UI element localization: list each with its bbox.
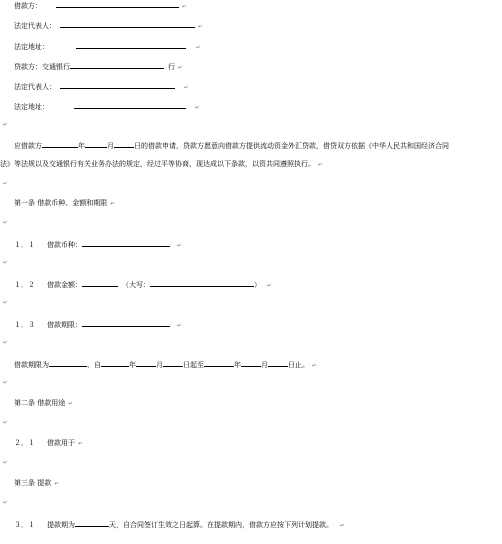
currency-blank[interactable] <box>82 239 170 247</box>
currency-line: １．１ 借款币种： ↵ <box>14 241 182 249</box>
lender-suffix: 行 <box>168 63 175 71</box>
article-1-title-text: 第一条 借款币种、金额和期限 <box>14 199 108 207</box>
legal-addr-blank[interactable] <box>76 41 186 49</box>
purpose-label: 借款用于 <box>47 439 75 447</box>
legal-rep-blank[interactable] <box>60 20 195 28</box>
term-blank[interactable] <box>82 319 170 327</box>
empty-paragraph: ↵ <box>3 500 8 506</box>
drawdown-days-blank[interactable] <box>75 519 109 527</box>
legal-addr-line: 法定地址： ↵ <box>14 43 201 51</box>
article-2-title: 第二条 借款用途 ↵ <box>14 399 73 407</box>
amount-daxie-label: （大写： <box>122 281 150 289</box>
end-month-blank[interactable] <box>241 359 261 367</box>
drawdown-text-2: 天，自合同签订生效之日起算。在提款期内，借款方应按下列计划提款。 <box>109 521 333 529</box>
legal-rep-line: 法定代表人： ↵ <box>14 22 203 30</box>
legal-rep2-line: 法定代表人： ↵ <box>14 83 189 91</box>
item-number: １．３ <box>14 321 35 329</box>
period-text-1: 借款期限为 <box>14 361 49 369</box>
end-year-blank[interactable] <box>204 359 234 367</box>
intro-line-2: 法》等法规以及交通银行有关业务办法的规定，经过平等协商，现达成以下条款，以资共同遵照执行。 ↵ <box>0 160 323 168</box>
intro-text-3: 月 <box>107 142 114 150</box>
legal-addr2-line: 法定地址： ↵ <box>14 103 200 111</box>
period-text-2: ，自 <box>87 361 101 369</box>
intro-text-2: 年 <box>78 142 85 150</box>
lender-branch-blank[interactable] <box>70 61 164 69</box>
intro-text-4: 日的借款申请，贷款方愿意向借款方提供流动资金外汇贷款，借贷双方依据《中华人民共和国经济合同 <box>134 142 449 150</box>
start-year-blank[interactable] <box>101 359 129 367</box>
period-text-3: 年 <box>129 361 136 369</box>
start-month-blank[interactable] <box>136 359 156 367</box>
drawdown-line: ３．１ 提款期为 天，自合同签订生效之日起算。在提款期内，借款方应按下列计划提款。 ↵ <box>14 521 345 529</box>
amount-line: １．２ 借款金额： （大写： ） ↵ <box>14 281 272 289</box>
currency-label: 借款币种： <box>47 241 82 249</box>
legal-addr2-blank[interactable] <box>74 101 186 109</box>
item-number: ２．１ <box>14 439 35 447</box>
drawdown-text-1: 提款期为 <box>47 521 75 529</box>
empty-paragraph: ↵ <box>3 340 8 346</box>
amount-close-paren: ） <box>254 281 261 289</box>
empty-paragraph: ↵ <box>3 380 8 386</box>
article-3-title-text: 第三条 提款 <box>14 479 52 487</box>
empty-paragraph: ↵ <box>3 420 8 426</box>
term-line: １．３ 借款期限： ↵ <box>14 321 182 329</box>
period-length-blank[interactable] <box>49 359 87 367</box>
period-text-5: 日起至 <box>183 361 204 369</box>
legal-rep-label: 法定代表人： <box>14 22 56 30</box>
period-text-7: 月 <box>261 361 268 369</box>
amount-daxie-blank[interactable] <box>150 279 254 287</box>
period-text-4: 月 <box>156 361 163 369</box>
period-text-8: 日止。 <box>288 361 309 369</box>
intro-line-1 <box>14 140 449 151</box>
legal-rep2-label: 法定代表人： <box>14 83 56 91</box>
legal-addr2-label: 法定地址： <box>14 103 49 111</box>
start-day-blank[interactable] <box>163 359 183 367</box>
apply-month-blank[interactable] <box>85 140 107 148</box>
period-text-6: 年 <box>234 361 241 369</box>
intro-text-1: 应借款方 <box>14 142 42 150</box>
apply-year-blank[interactable] <box>42 140 78 148</box>
article-3-title: 第三条 提款 ↵ <box>14 479 59 487</box>
term-label: 借款期限： <box>47 321 82 329</box>
amount-blank[interactable] <box>82 279 118 287</box>
amount-label: 借款金额： <box>47 281 82 289</box>
item-number: １．１ <box>14 241 35 249</box>
legal-rep2-blank[interactable] <box>60 81 175 89</box>
apply-day-blank[interactable] <box>114 140 134 148</box>
empty-paragraph: ↵ <box>3 122 8 128</box>
empty-paragraph: ↵ <box>3 460 8 466</box>
empty-paragraph: ↵ <box>3 260 8 266</box>
borrower-line: 借款方： ↵ <box>14 2 187 10</box>
borrower-label: 借款方： <box>14 2 42 10</box>
purpose-line: ２．１ 借款用于 ↵ <box>14 439 83 447</box>
intro-text-5: 法》等法规以及交通银行有关业务办法的规定，经过平等协商，现达成以下条款，以资共同遵照执行。 <box>0 160 315 168</box>
borrower-blank[interactable] <box>56 0 179 8</box>
empty-paragraph: ↵ <box>3 220 8 226</box>
end-day-blank[interactable] <box>268 359 288 367</box>
empty-paragraph: ↵ <box>3 300 8 306</box>
legal-addr-label: 法定地址： <box>14 43 49 51</box>
lender-line: 贷款方：交通银行 行 ↵ <box>14 63 183 71</box>
article-1-title: 第一条 借款币种、金额和期限 ↵ <box>14 199 115 207</box>
article-2-title-text: 第二条 借款用途 <box>14 399 66 407</box>
item-number: １．２ <box>14 281 35 289</box>
lender-label: 贷款方：交通银行 <box>14 63 70 71</box>
empty-paragraph: ↵ <box>3 181 8 187</box>
item-number: ３．１ <box>14 521 35 529</box>
period-line: 借款期限为 ，自 年 月 日起至 年 月 日止。 ↵ <box>14 361 317 369</box>
